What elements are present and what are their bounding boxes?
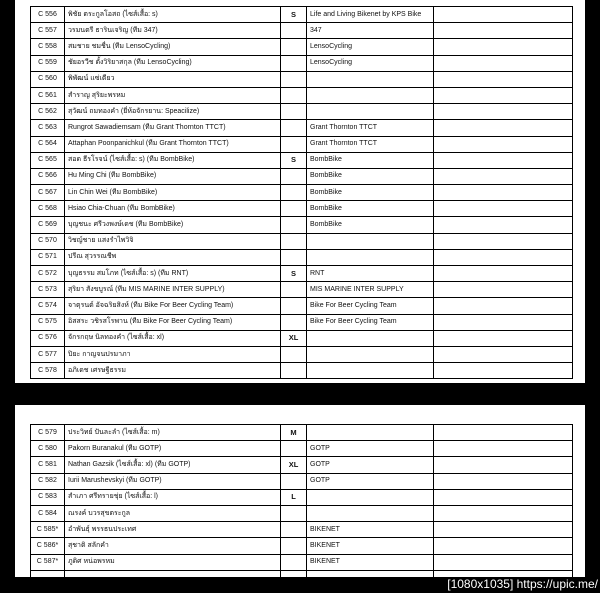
table-row [31,363,573,379]
cell-team: RNT [307,266,434,282]
cell-name: Hu Ming Chi (ทีม BombBike) [65,168,281,184]
document-page-1 [15,0,585,383]
cell-note [434,120,573,136]
cell-team: 347 [307,23,434,39]
cell-number: C 557 [31,23,65,39]
cell-name: Rungrot Sawadiemsam (ทีม Grant Thornton TTCT) [65,120,281,136]
cell-size: XL [281,457,307,473]
cell-note [434,473,573,489]
cell-note [434,282,573,298]
table-row [31,457,573,473]
cell-note [434,39,573,55]
table-row [31,346,573,362]
cell-team: BombBike [307,152,434,168]
cell-name: พิพัฒน์ แซ่เตียว [65,71,281,87]
table-row [31,71,573,87]
cell-number: C 579 [31,425,65,441]
cell-number: C 556 [31,7,65,23]
cell-team [307,363,434,379]
table-row [31,314,573,330]
cell-team: BIKENET [307,554,434,570]
cell-number: C 559 [31,55,65,71]
cell-number: C 576 [31,330,65,346]
cell-name: Pakorn Buranakul (ทีม GOTP) [65,441,281,457]
cell-size [281,185,307,201]
cell-team: GOTP [307,457,434,473]
cell-note [434,201,573,217]
cell-number: C 568 [31,201,65,217]
cell-number: C 566 [31,168,65,184]
table-row [31,425,573,441]
cell-name: อำพันธุ์ พรรธนประเทศ [65,522,281,538]
table-row [31,298,573,314]
cell-number: C 582 [31,473,65,489]
cell-number: C 558 [31,39,65,55]
cell-name: อิสสระ วชิรสโรพาน (ทีม Bike For Beer Cycling Team) [65,314,281,330]
cell-name: วิชญ์ชาย แสงรำไพวิจิ [65,233,281,249]
table-row [31,505,573,521]
cell-name: Attaphan Poonpanichkul (ทีม Grant Thornton TTCT) [65,136,281,152]
cell-team [307,233,434,249]
cell-name: ประวิทย์ ปันละลำ (ไซส์เสื้อ: m) [65,425,281,441]
cell-note [434,538,573,554]
cell-name: พิชัย ตระกูลโอสถ (ไซส์เสื้อ: s) [65,7,281,23]
cell-number: C 564 [31,136,65,152]
cell-team: MIS MARINE INTER SUPPLY [307,282,434,298]
cell-note [434,363,573,379]
cell-team [307,570,434,577]
cell-name: สำเภา ศรีทรายชุ่ย (ไซส์เสื้อ: l) [65,489,281,505]
cell-name: สอด ธีรโรจน์ (ไซส์เสื้อ: s) (ทีม BombBike) [65,152,281,168]
cell-note [434,104,573,120]
cell-number: C 572 [31,266,65,282]
cell-note [434,87,573,103]
table-row [31,201,573,217]
table-row [31,266,573,282]
cell-size: S [281,7,307,23]
cell-note [434,505,573,521]
participant-table [30,424,573,577]
cell-size [281,71,307,87]
cell-size [281,441,307,457]
cell-number: C 575 [31,314,65,330]
cell-number: C 567 [31,185,65,201]
cell-number: C 577 [31,346,65,362]
cell-team: BIKENET [307,538,434,554]
cell-team [307,330,434,346]
cell-size [281,505,307,521]
cell-note [434,346,573,362]
cell-number: C 561 [31,87,65,103]
cell-size [281,570,307,577]
cell-size [281,120,307,136]
cell-number: C 562 [31,104,65,120]
cell-note [434,23,573,39]
cell-note [434,554,573,570]
table-row [31,23,573,39]
table-row [31,570,573,577]
table-row [31,136,573,152]
cell-note [434,233,573,249]
cell-team [307,71,434,87]
cell-team [307,104,434,120]
cell-name [65,570,281,577]
cell-size [281,298,307,314]
cell-number: C 585* [31,522,65,538]
cell-name: สุชาติ สลักคำ [65,538,281,554]
cell-name: Hsiao Chia-Chuan (ทีม BombBike) [65,201,281,217]
table-row [31,489,573,505]
table-row [31,7,573,23]
cell-team: LensoCycling [307,39,434,55]
cell-name: จาตุรนต์ อัจฉริยสิงห์ (ทีม Bike For Beer Cycling Team) [65,298,281,314]
cell-name: ปิยะ กาญจนปรมาภา [65,346,281,362]
cell-note [434,152,573,168]
participant-table-body [31,7,573,379]
cell-team: BIKENET [307,522,434,538]
cell-team: BombBike [307,217,434,233]
document-page-2 [15,405,585,577]
table-row [31,87,573,103]
cell-team: Grant Thornton TTCT [307,120,434,136]
cell-name: ชัยอรวีช ตั้งวิริยาสกุล (ทีม LensoCycling) [65,55,281,71]
cell-team: BombBike [307,185,434,201]
participant-table [30,6,573,379]
cell-number: C 584 [31,505,65,521]
cell-size [281,39,307,55]
cell-name: บุญธรรม สมโภท (ไซส์เสื้อ: s) (ทีม RNT) [65,266,281,282]
cell-team [307,87,434,103]
cell-team: Bike For Beer Cycling Team [307,298,434,314]
cell-number: C 578 [31,363,65,379]
cell-name: สุริยา สังขบูรณ์ (ทีม MIS MARINE INTER SUPPLY) [65,282,281,298]
cell-name: บุญชนะ ศรีวงพงษ์เดช (ทีม BombBike) [65,217,281,233]
cell-note [434,136,573,152]
cell-note [434,298,573,314]
table-row [31,104,573,120]
cell-size [281,473,307,489]
cell-note [434,71,573,87]
cell-note [434,330,573,346]
cell-size [281,233,307,249]
table-row [31,233,573,249]
cell-team [307,346,434,362]
cell-team: Life and Living Bikenet by KPS Bike [307,7,434,23]
cell-team: BombBike [307,168,434,184]
cell-note [434,217,573,233]
cell-note [434,425,573,441]
cell-size [281,282,307,298]
cell-note [434,249,573,265]
table-row [31,120,573,136]
cell-size [281,55,307,71]
cell-name: Lin Chin Wei (ทีม BombBike) [65,185,281,201]
cell-note [434,314,573,330]
cell-size: M [281,425,307,441]
table-row [31,522,573,538]
cell-team [307,249,434,265]
cell-note [434,457,573,473]
cell-name: Iurii Marushevskyi (ทีม GOTP) [65,473,281,489]
cell-size [281,168,307,184]
table-row [31,55,573,71]
cell-number: C 560 [31,71,65,87]
cell-size [281,346,307,362]
cell-number: C 586* [31,538,65,554]
cell-name: สุวัฒน์ ถมทองคำ (ยี่ห้อจักรยาน: Speacilize) [65,104,281,120]
cell-note [434,522,573,538]
cell-name: ปรีณ สุวรรณชีพ [65,249,281,265]
cell-team [307,489,434,505]
cell-team: BombBike [307,201,434,217]
watermark: [1080x1035] https://upic.me/ [447,577,598,591]
cell-size: XL [281,330,307,346]
cell-size [281,314,307,330]
cell-team: GOTP [307,473,434,489]
cell-name: Nathan Gazsik (ไซส์เสื้อ: xl) (ทีม GOTP) [65,457,281,473]
cell-number: C 587* [31,554,65,570]
cell-size: S [281,152,307,168]
cell-number: C 580 [31,441,65,457]
cell-size [281,217,307,233]
cell-size [281,23,307,39]
cell-team: GOTP [307,441,434,457]
table-row [31,39,573,55]
cell-number: C 570 [31,233,65,249]
cell-note [434,55,573,71]
cell-note [434,570,573,577]
participant-table-body [31,425,573,578]
cell-note [434,7,573,23]
cell-name: ณรงค์ บวรสุขตระกูล [65,505,281,521]
cell-size [281,363,307,379]
cell-number: C 574 [31,298,65,314]
cell-number: C 583 [31,489,65,505]
cell-number: C 571 [31,249,65,265]
cell-size: S [281,266,307,282]
cell-note [434,168,573,184]
cell-name: วรมนตรี ธารินเจริญ (ทีม 347) [65,23,281,39]
cell-note [434,441,573,457]
cell-note [434,266,573,282]
table-row [31,554,573,570]
cell-number: C 569 [31,217,65,233]
cell-note [434,489,573,505]
table-row [31,282,573,298]
cell-team [307,505,434,521]
cell-team: LensoCycling [307,55,434,71]
cell-size [281,201,307,217]
cell-size [281,522,307,538]
cell-number [31,570,65,577]
cell-name: สมชาย ชมชื่น (ทีม LensoCycling) [65,39,281,55]
cell-number: C 563 [31,120,65,136]
table-row [31,152,573,168]
cell-number: C 565 [31,152,65,168]
cell-number: C 581 [31,457,65,473]
cell-note [434,185,573,201]
cell-size: L [281,489,307,505]
cell-team: Bike For Beer Cycling Team [307,314,434,330]
cell-size [281,538,307,554]
table-row [31,185,573,201]
cell-size [281,87,307,103]
table-row [31,168,573,184]
cell-name: ภูดิศ หน่อพรหม [65,554,281,570]
table-row [31,538,573,554]
cell-team: Grant Thornton TTCT [307,136,434,152]
cell-size [281,249,307,265]
cell-size [281,554,307,570]
table-row [31,473,573,489]
cell-name: อภิเดช เศรษฐีธรรม [65,363,281,379]
table-row [31,249,573,265]
cell-name: จักรกฤษ นิลทองคำ (ไซส์เสื้อ: xl) [65,330,281,346]
cell-name: สำราญ สุริยะพรหม [65,87,281,103]
cell-size [281,104,307,120]
cell-number: C 573 [31,282,65,298]
table-row [31,330,573,346]
cell-team [307,425,434,441]
cell-size [281,136,307,152]
table-row [31,441,573,457]
table-row [31,217,573,233]
